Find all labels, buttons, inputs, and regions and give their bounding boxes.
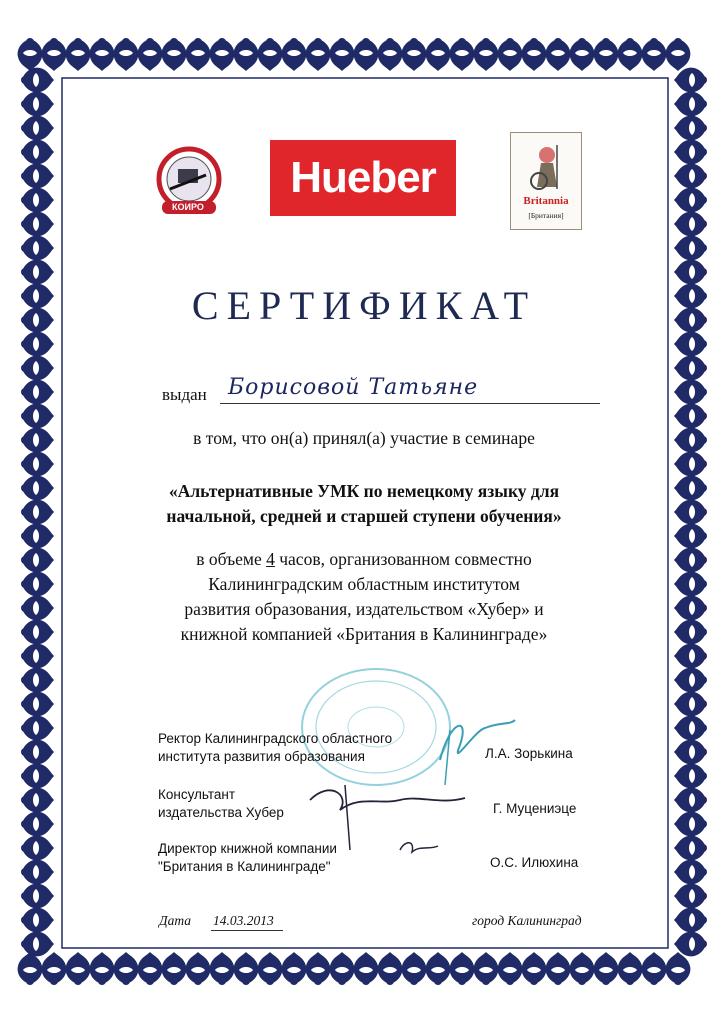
- border-ornament: [21, 428, 54, 453]
- border-ornament: [674, 260, 707, 285]
- border-ornament: [210, 952, 235, 985]
- border-ornament: [674, 740, 707, 765]
- border-ornament: [522, 952, 547, 985]
- border-ornament: [210, 38, 235, 71]
- signatory-2-title: [158, 786, 284, 821]
- border-ornament: [21, 188, 54, 213]
- border-ornament: [674, 332, 707, 357]
- border-ornament: [546, 38, 571, 71]
- border-ornament: [21, 212, 54, 237]
- border-ornament: [21, 740, 54, 765]
- seminar-title-line2: начальной, средней и старшей ступени обучения»: [166, 506, 562, 526]
- border-ornament: [674, 716, 707, 741]
- britannia-logo: [510, 132, 582, 230]
- border-ornament: [114, 952, 139, 985]
- border-ornament: [21, 164, 54, 189]
- border-ornament: [138, 952, 163, 985]
- border-ornament: [21, 644, 54, 669]
- recipient-name: Борисовой Татьяне: [228, 375, 479, 400]
- border-ornament: [570, 952, 595, 985]
- border-ornament: [426, 38, 451, 71]
- border-ornament: [474, 38, 499, 71]
- border-ornament: [21, 236, 54, 261]
- border-ornament: [18, 38, 43, 71]
- signatory-1-title-line2: института развития образования: [158, 748, 365, 764]
- border-ornament: [674, 788, 707, 813]
- border-ornament: [234, 952, 259, 985]
- border-ornament: [498, 38, 523, 71]
- border-ornament: [258, 952, 283, 985]
- border-ornament: [21, 68, 54, 93]
- border-ornament: [138, 38, 163, 71]
- border-ornament: [354, 952, 379, 985]
- border-ornament: [21, 836, 54, 861]
- border-ornament: [666, 952, 691, 985]
- border-ornament: [21, 332, 54, 357]
- signatory-2-title-line2: издательства Хубер: [158, 804, 284, 820]
- border-ornament: [21, 764, 54, 789]
- border-ornament: [674, 92, 707, 117]
- border-ornament: [306, 952, 331, 985]
- border-ornament: [674, 140, 707, 165]
- date-label: Дата: [159, 913, 192, 928]
- border-ornament: [546, 952, 571, 985]
- signatory-2-title-line1: Консультант: [158, 787, 236, 802]
- border-ornament: [674, 500, 707, 525]
- border-ornament: [330, 952, 355, 985]
- border-ornament: [618, 38, 643, 71]
- border-ornament: [674, 884, 707, 909]
- signatory-2-name: Г. Муцениэце: [493, 801, 577, 816]
- date-underline: [211, 930, 283, 931]
- border-ornament: [674, 356, 707, 381]
- border-ornament: [21, 476, 54, 501]
- border-ornament: [594, 38, 619, 71]
- border-ornament: [378, 38, 403, 71]
- border-ornament: [674, 116, 707, 141]
- border-ornament: [42, 38, 67, 71]
- border-ornament: [674, 644, 707, 669]
- border-ornament: [21, 596, 54, 621]
- border-ornament: [674, 764, 707, 789]
- body-line3: развития образования, издательством «Хубер» и: [184, 599, 544, 619]
- border-ornament: [674, 668, 707, 693]
- volume-suffix: часов, организованном совместно: [274, 549, 532, 569]
- border-ornament: [354, 38, 379, 71]
- border-ornament: [450, 952, 475, 985]
- date-value: 14.03.2013: [213, 913, 274, 928]
- border-ornament: [402, 38, 427, 71]
- border-ornament: [522, 38, 547, 71]
- border-ornament: [674, 548, 707, 573]
- border-ornament: [21, 404, 54, 429]
- signatory-1-name: Л.А. Зорькина: [485, 746, 573, 761]
- border-ornament: [21, 452, 54, 477]
- border-ornament: [674, 932, 707, 957]
- border-ornament: [674, 188, 707, 213]
- border-ornament: [21, 908, 54, 933]
- body-line2: Калининградским областным институтом: [208, 574, 520, 594]
- border-ornament: [21, 500, 54, 525]
- border-ornament: [21, 692, 54, 717]
- hueber-logo-text: Hueber: [290, 153, 436, 202]
- border-ornament: [570, 38, 595, 71]
- border-ornament: [402, 952, 427, 985]
- border-ornament: [21, 716, 54, 741]
- border-ornament: [21, 572, 54, 597]
- body-line4: книжной компанией «Британия в Калининграде»: [180, 624, 548, 644]
- name-underline: [220, 403, 600, 404]
- border-ornament: [21, 668, 54, 693]
- border-ornament: [21, 260, 54, 285]
- certificate-title: СЕРТИФИКАТ: [191, 283, 537, 328]
- border-ornament: [674, 572, 707, 597]
- border-ornament: [674, 908, 707, 933]
- border-ornament: [674, 236, 707, 261]
- border-ornament: [21, 812, 54, 837]
- border-ornament: [642, 38, 667, 71]
- border-ornament: [21, 620, 54, 645]
- border-ornament: [674, 476, 707, 501]
- border-ornament: [21, 92, 54, 117]
- border-ornament: [642, 952, 667, 985]
- border-ornament: [674, 452, 707, 477]
- border-ornament: [21, 932, 54, 957]
- border-ornament: [674, 524, 707, 549]
- border-ornament: [21, 548, 54, 573]
- border-ornament: [21, 884, 54, 909]
- border-ornament: [186, 38, 211, 71]
- border-ornament: [21, 380, 54, 405]
- britannia-logo-text: Britannia: [523, 195, 569, 207]
- signatory-3-name: О.С. Илюхина: [490, 855, 579, 870]
- border-ornament: [21, 140, 54, 165]
- border-ornament: [21, 788, 54, 813]
- border-ornament: [162, 952, 187, 985]
- border-ornament: [618, 952, 643, 985]
- border-ornament: [674, 812, 707, 837]
- koiro-logo: [148, 145, 230, 217]
- border-ornament: [21, 860, 54, 885]
- border-ornament: [21, 116, 54, 141]
- signatory-1-title: [158, 730, 392, 765]
- city-label: город Калининград: [472, 913, 582, 928]
- border-ornament: [674, 692, 707, 717]
- border-ornament: [674, 860, 707, 885]
- border-ornament: [674, 836, 707, 861]
- seminar-title-line1: «Альтернативные УМК по немецкому языку для: [168, 481, 560, 501]
- border-ornament: [282, 38, 307, 71]
- border-ornament: [66, 38, 91, 71]
- border-ornament: [674, 596, 707, 621]
- border-ornament: [426, 952, 451, 985]
- koiro-logo-text: КОИРО: [172, 202, 204, 212]
- border-ornament: [66, 952, 91, 985]
- border-ornament: [666, 38, 691, 71]
- border-ornament: [450, 38, 475, 71]
- border-ornament: [594, 952, 619, 985]
- hueber-logo: [270, 140, 456, 216]
- border-ornament: [162, 38, 187, 71]
- border-ornament: [674, 404, 707, 429]
- signatory-3-title-line1: Директор книжной компании: [158, 841, 337, 856]
- volume-prefix: в объеме: [196, 549, 267, 569]
- border-ornament: [18, 952, 43, 985]
- signatory-3-title-line2: "Британия в Калининграде": [158, 858, 331, 874]
- participation-text: в том, что он(а) принял(а) участие в семинаре: [193, 428, 535, 448]
- border-ornament: [674, 428, 707, 453]
- signatory-1-title-line1: Ректор Калининградского областного: [158, 731, 393, 746]
- border-ornament: [21, 524, 54, 549]
- hours-value: 4: [266, 549, 275, 569]
- border-ornament: [90, 952, 115, 985]
- border-ornament: [674, 380, 707, 405]
- border-ornament: [234, 38, 259, 71]
- border-ornament: [330, 38, 355, 71]
- issued-label: выдан: [162, 385, 207, 404]
- border-ornament: [474, 952, 499, 985]
- border-ornament: [306, 38, 331, 71]
- border-ornament: [674, 68, 707, 93]
- border-ornament: [674, 212, 707, 237]
- border-ornament: [114, 38, 139, 71]
- border-ornament: [674, 620, 707, 645]
- border-ornament: [282, 952, 307, 985]
- border-ornament: [42, 952, 67, 985]
- border-ornament: [186, 952, 211, 985]
- border-ornament: [674, 164, 707, 189]
- border-ornament: [90, 38, 115, 71]
- border-ornament: [498, 952, 523, 985]
- border-ornament: [378, 952, 403, 985]
- britannia-logo-subtext: [Британия]: [528, 211, 564, 220]
- border-ornament: [21, 356, 54, 381]
- volume-line: [90, 547, 638, 572]
- signatory-3-title: [158, 840, 337, 875]
- border-ornament: [258, 38, 283, 71]
